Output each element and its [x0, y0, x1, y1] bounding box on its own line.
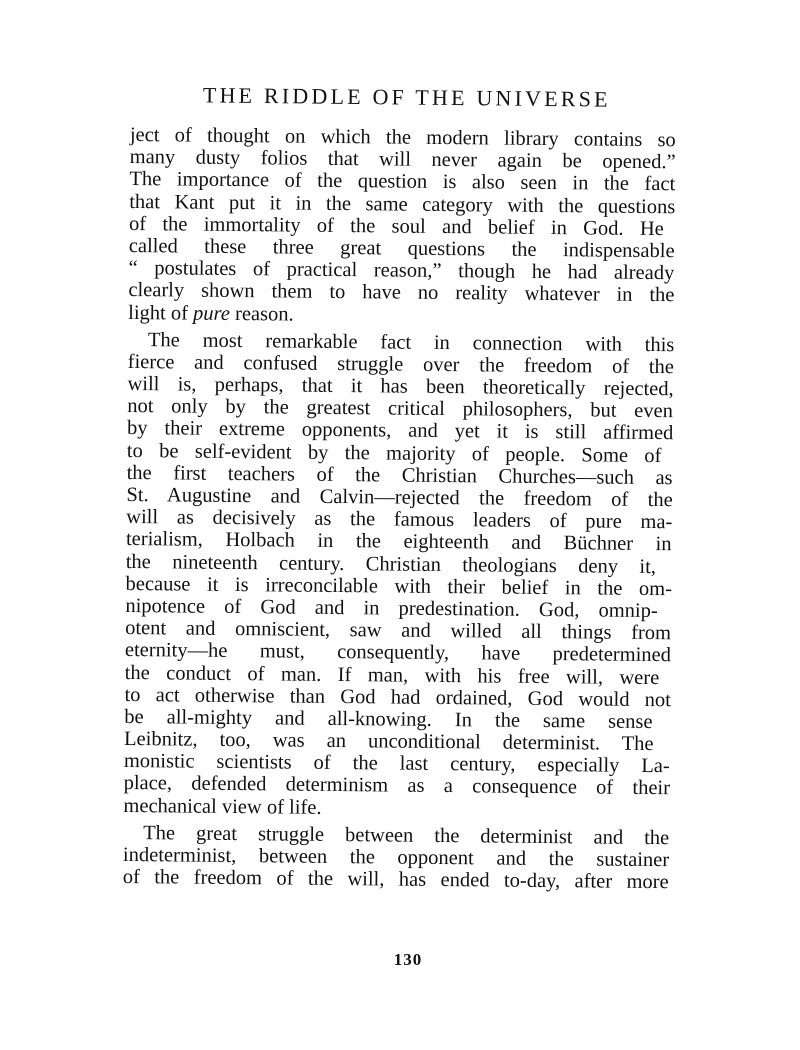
text-line: ject of thought on which the modern library contains so	[129, 124, 676, 152]
body-text	[123, 124, 676, 894]
paragraph	[128, 124, 676, 329]
text-line: to act otherwise than God had ordained, God would not	[124, 683, 672, 711]
text-line: “ postulates of practical reason,” though he had already	[128, 257, 675, 285]
text-line: nipotence of God and in predestination. God, omnip-	[125, 594, 658, 623]
text-line: many dusty folios that will never again be opened.”	[129, 146, 676, 174]
text-line: that Kant put it in the same category with the questions	[129, 190, 676, 218]
text-line: will as decisively as the famous leaders of pure ma-	[126, 506, 673, 534]
text-line: mechanical view of life.	[123, 794, 322, 819]
text-line: fierce and confused struggle over the freedom of the	[127, 350, 675, 379]
page-number: 130	[393, 950, 423, 969]
text-line: The great struggle between the determinist and the	[143, 821, 670, 850]
text-line: place, defended determinism as a consequence of their	[123, 772, 671, 800]
text-line: clearly shown them to have no reality whatever in the	[128, 279, 675, 307]
text-line: will is, perhaps, that it has been theoretically rejected,	[127, 373, 674, 401]
text-line: The most remarkable fact in connection with this	[147, 328, 675, 356]
text-line: St. Augustine and Calvin—rejected the freedom of the	[126, 483, 673, 512]
text-line: because it is irreconcilable with their belief in the om-	[125, 572, 673, 600]
text-line: of the freedom of the will, has ended to-day, after more	[122, 866, 669, 894]
text-line: eternity—he must, consequently, have predetermined	[124, 639, 672, 667]
text-line: the first teachers of the Christian Churches—such as	[126, 461, 673, 490]
text-line: The importance of the question is also seen in the fact	[129, 168, 676, 196]
text-line: called these three great questions the indispensable	[128, 234, 675, 263]
text-line: to be self-evident by the majority of people. Some of	[126, 439, 662, 467]
text-line: light of pure reason.	[128, 301, 294, 326]
text-line: the conduct of man. If man, with his free will, were	[124, 661, 660, 689]
text-line: not only by the greatest critical philosophers, but even	[127, 395, 674, 423]
text-line: of the immortality of the soul and belief in God. He	[128, 212, 664, 240]
text-line: the nineteenth century. Christian theologians deny it,	[125, 550, 657, 578]
text-line: monistic scientists of the last century, especially La-	[123, 750, 670, 778]
running-head: THE RIDDLE OF THE UNIVERSE	[202, 82, 611, 112]
text-line: indeterminist, between the opponent and the sustainer	[122, 843, 670, 872]
text-line: by their extreme opponents, and yet it is still affirmed	[126, 417, 674, 445]
text-line: terialism, Holbach in the eighteenth and Büchner in	[125, 528, 672, 556]
paragraph	[123, 822, 670, 894]
text-line: Leibnitz, too, was an unconditional determinist. The	[123, 728, 654, 756]
paragraph	[123, 329, 674, 822]
text-line: be all-mighty and all-knowing. In the same sense	[124, 705, 653, 733]
text-line: otent and omniscient, saw and willed all things from	[125, 617, 672, 645]
